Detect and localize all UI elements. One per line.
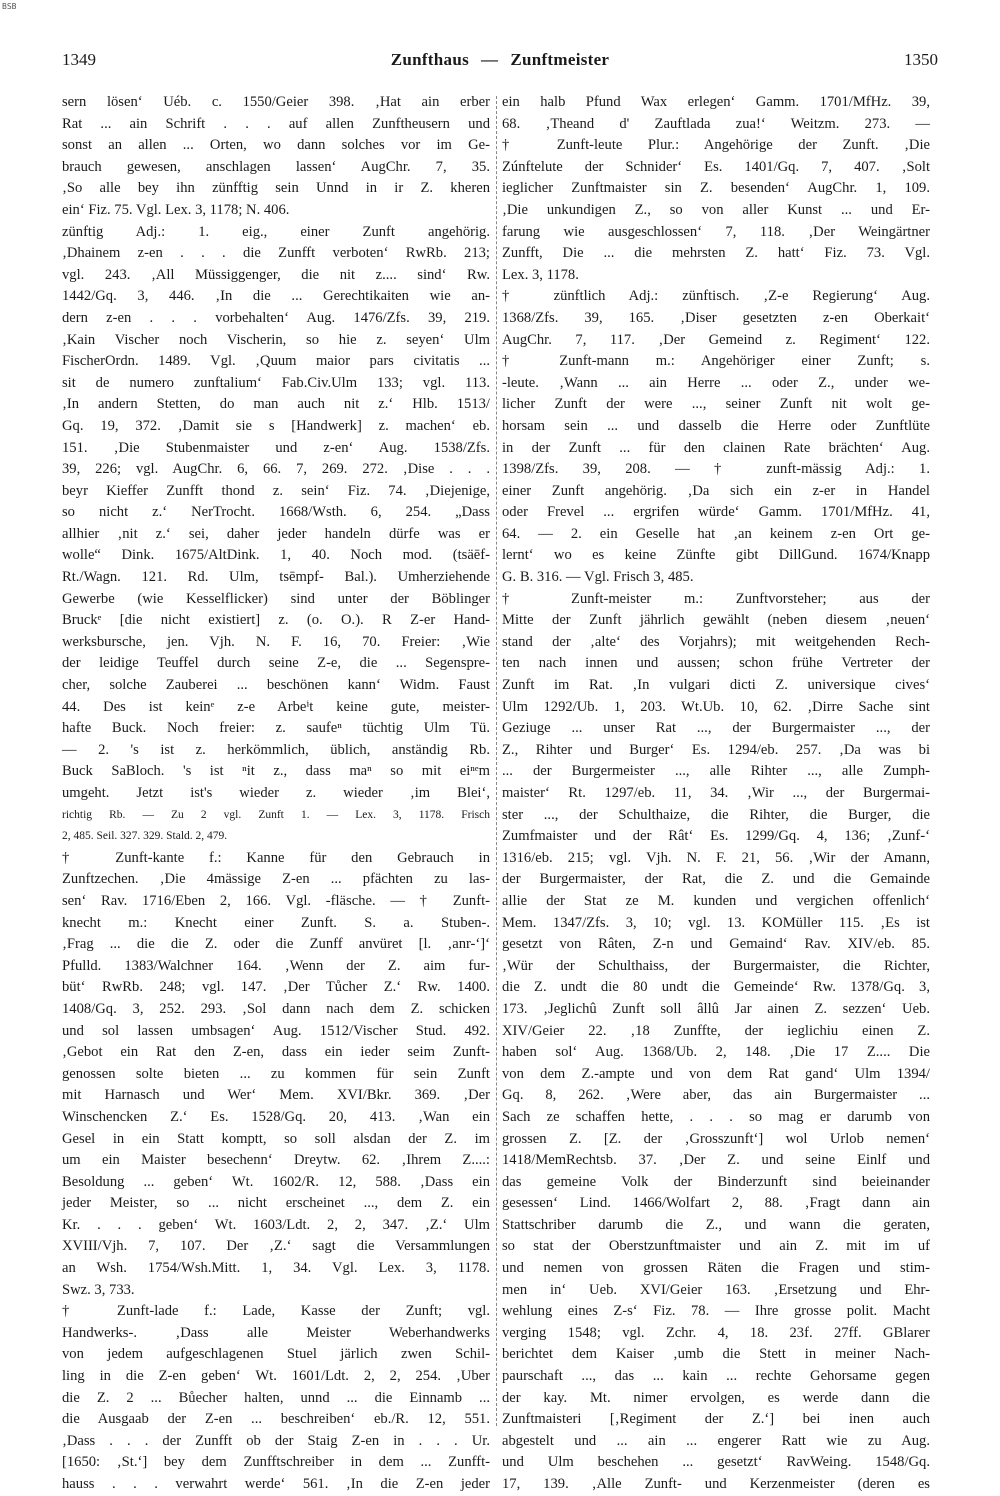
text-line: ein halb Pfund Wax erlegen‘ Gamm. 1701/MfHz. 39,: [502, 94, 930, 110]
text-line: Lex. 3, 1178.: [502, 266, 579, 283]
text-line: G. B. 316. — Vgl. Frisch 3, 485.: [502, 569, 694, 586]
page-number-left: 1349: [62, 50, 96, 69]
running-head-left: Zunfthaus: [390, 50, 469, 69]
text-line: ling in die Z-en geben‘ Wt. 1601/Ldt. 2, 2, 254. ‚Uber: [62, 1368, 490, 1385]
text-line: sonst an allen ... Orten, wo dann solches vor im Ge-: [62, 137, 490, 154]
text-line: men in‘ Ueb. XVI/Geier 163. ‚Ersetzung und Ehr-: [502, 1281, 930, 1298]
text-line: so stat der Oberstzunftmaister und ain Z. mit im uf: [502, 1238, 930, 1255]
text-line: brauch gewesen, anschlagen lassen‘ AugChr. 7, 35.: [62, 158, 490, 175]
text-line: 1316/eb. 215; vgl. Vjh. N. F. 21, 56. ‚Wir der Amann,: [502, 849, 930, 866]
text-line: 1442/Gq. 3, 446. ‚In die ... Gerechtikaiten wie an-: [62, 288, 490, 305]
text-line: Ulm 1292/Ub. 1, 203. Wt.Ub. 10, 62. ‚Dirre Sache sint: [502, 698, 930, 715]
text-line: werksbursche, jen. Vjh. N. F. 16, 70. Freier: ‚Wie: [62, 633, 490, 650]
text-line: † zünftlich Adj.: zünftisch. ‚Z-e Regierung‘ Aug.: [502, 288, 930, 305]
text-line: cher, solche Zauberei ... beschönen kann‘ Widm. Faust: [62, 677, 490, 694]
text-line: ‚Die unkundigen Z., so von aller Kunst ... und Er-: [502, 201, 930, 218]
text-line: das gemeine Volk der Binderzunft sind beieinander: [502, 1173, 930, 1190]
text-line: 1368/Zfs. 39, 165. ‚Diser gesetzten z-en Oberkait‘: [502, 309, 930, 326]
right-column: [502, 92, 930, 1492]
text-line: Mem. 1347/Zfs. 3, 10; vgl. 13. KOMüller 115. ‚Es ist: [502, 914, 930, 931]
text-line: Pfulld. 1383/Walchner 164. ‚Wenn der Z. aim fur-: [62, 957, 490, 974]
text-line: 2, 485. Seil. 327. 329. Stald. 2, 479.: [62, 830, 228, 843]
text-line: oder Frevel ... ergrifen würde‘ Gamm. 1701/MfHz. 41,: [502, 504, 930, 521]
text-line: einer Zunft angehörig. ‚Da sich ein z-er in Handel: [502, 482, 930, 499]
text-line: die Z. undt die 80 undt die Gemeinde‘ Rw. 1378/Gq. 3,: [502, 979, 930, 996]
text-line: ‚Wür der Schulthaiss, der Burgermaister, die Richter,: [502, 957, 930, 974]
text-line: lernt‘ wo es keine Zünfte gibt DillGund. 1674/Knapp: [502, 547, 930, 564]
text-line: von dem Z.-ampte und von dem Rat gand‘ Ulm 1394/: [502, 1065, 930, 1082]
text-line: berichtet dem Kaiser ‚umb die Stett in meiner Nach-: [502, 1346, 930, 1363]
text-line: ‚Dhainem z-en . . . die Zunfft verboten‘ RwRb. 213;: [62, 245, 490, 262]
text-line: 173. ‚Jeglichû Zunft soll âllû Jar ainen Z. sezzen‘ Ueb.: [502, 1000, 930, 1017]
text-line: 1398/Zfs. 39, 208. — † zunft-mässig Adj.: 1.: [502, 461, 930, 478]
text-line: ‚Kain Vischer noch Vischerin, so hie z. seyen‘ Ulm: [62, 331, 490, 348]
text-line: sern lösen‘ Uéb. c. 1550/Geier 398. ‚Hat ain erber: [62, 94, 490, 110]
text-line: die Z. 2 ... Bůecher halten, unnd ... die Einnamb ...: [62, 1389, 490, 1406]
column-divider: [496, 96, 497, 1426]
text-line: † Zunft-kante f.: Kanne für den Gebrauch in: [62, 849, 490, 866]
text-line: die Ausgaab der Z-en ... beschreiben‘ eb./R. 12, 551.: [62, 1411, 490, 1428]
text-line: Gewerbe (wie Kesselflicker) sind unter der Böblinger: [62, 590, 490, 607]
text-line: hafte Buck. Noch freier: z. saufeⁿ tüchtig Ulm Tü.: [62, 720, 490, 737]
text-line: Zumfmaister und der Rât‘ Es. 1299/Gq. 4, 136; ‚Zunf-‘: [502, 828, 930, 845]
text-line: ten nach innen und aussen; schon frühe Vertreter der: [502, 655, 930, 672]
text-line: Zunftmaisteri [‚Regiment der Z.‘] bei inen auch: [502, 1411, 930, 1428]
text-line: Gq. 8, 262. ‚Were aber, das ain Burgermaister ...: [502, 1087, 930, 1104]
text-line: Zunftzechen. ‚Die 4mässige Z-en ... pfächten zu las-: [62, 871, 490, 888]
text-line: † Zunft-meister m.: Zunftvorsteher; aus der: [502, 590, 930, 607]
text-line: ‚So alle bey ihn zünfftig sein Unnd in ir Z. kheren: [62, 180, 490, 197]
page-header: [62, 48, 938, 76]
text-line: Zunfft, Die ... die mehrsten Z. hatt‘ Fiz. 73. Vgl.: [502, 245, 930, 262]
text-line: Zúnftelute der Schnider‘ Es. 1401/Gq. 7, 407. ‚Solt: [502, 158, 930, 175]
text-line: Zunft im Rat. ‚In vulgari dicti Z. universique cives‘: [502, 677, 930, 694]
text-line: sit de numero zunftalium‘ Fab.Civ.Ulm 133; vgl. 113.: [62, 374, 490, 391]
text-line: gesetzt von Râten, Z-n und Gemaind‘ Rav. XIV/eb. 85.: [502, 936, 930, 953]
text-line: zünftig Adj.: 1. eig., einer Zunft angehörig.: [62, 223, 490, 240]
text-line: ... der Burgermeister ..., alle Rihter ..., alle Zumph-: [502, 763, 930, 780]
running-head-right: Zunftmeister: [510, 50, 610, 69]
text-line: in der Zunft ... für den clainen Rate brächten‘ Aug.: [502, 439, 930, 456]
text-line: der leidige Teuffel durch seine Z-e, die ... Segenspre-: [62, 655, 490, 672]
text-line: abgestelt und ... ain ... engerer Ratt wie zu Aug.: [502, 1432, 930, 1449]
text-line: gesessen‘ Lind. 1466/Wolfart 2, 88. ‚Fragt dann ain: [502, 1195, 930, 1212]
text-line: und sol lassen umbsagen‘ Aug. 1512/Vischer Stud. 492.: [62, 1022, 490, 1039]
text-line: ein‘ Fiz. 75. Vgl. Lex. 3, 1178; N. 406.: [62, 201, 290, 218]
text-line: 39, 226; vgl. AugChr. 6, 66. 7, 269. 272. ‚Dise . . .: [62, 461, 490, 478]
text-line: dern z-en . . . vorbehalten‘ Aug. 1476/Zfs. 39, 219.: [62, 309, 490, 326]
text-line: verging 1548; vgl. Zchr. 4, 18. 23f. 27ff. GBlarer: [502, 1324, 930, 1341]
text-line: Mitte der Zunft jährlich gewählt (neben diesem ‚neuen‘: [502, 612, 930, 629]
text-line: büt‘ RwRb. 248; vgl. 147. ‚Der Tůcher Z.‘ Rw. 1400.: [62, 979, 490, 996]
page-number-right: 1350: [904, 50, 938, 69]
text-line: Z., Rihter und Burger‘ Es. 1294/eb. 257. ‚Da was bi: [502, 741, 930, 758]
text-line: Winschencken Z.‘ Es. 1528/Gq. 20, 413. ‚Wan ein: [62, 1108, 490, 1125]
text-line: beyr Kieffer Zunfft thond z. sein‘ Fiz. 74. ‚Diejenige,: [62, 482, 490, 499]
text-line: Bruckᵉ [die nicht existiert] z. (o. O.). R Z-er Hand-: [62, 612, 490, 629]
text-line: 44. Des ist keinᵉ z-e Arbeⁱt keine gute, meister-: [62, 698, 490, 715]
text-line: FischerOrdn. 1489. Vgl. ‚Quum maior pars civitatis ...: [62, 353, 490, 370]
text-line: allie der Stat ze M. kunden und vergichen offenlich‘: [502, 892, 930, 909]
text-line: ‚Frag ... die die Z. oder die Zunff anvüret [l. ‚anr-‘]‘: [62, 936, 490, 953]
text-line: stand der ‚alte‘ des Vorjahrs); mit weitgehenden Rech-: [502, 633, 930, 650]
text-line: -leute. ‚Wann ... ain Herre ... oder Z., under we-: [502, 374, 930, 391]
text-line: von jedem aufgeschlagenen Stuel järlich zwen Schil-: [62, 1346, 490, 1363]
left-column: [62, 92, 490, 1492]
text-line: Geziuge ... unser Rat ..., der Burgermaister ..., der: [502, 720, 930, 737]
text-line: Rt./Wagn. 121. Rd. Ulm, tsēmpf- Bal.). Umherziehende: [62, 569, 490, 586]
text-line: † Zunft-mann m.: Angehöriger einer Zunft; s.: [502, 353, 930, 370]
text-line: Rat ... ain Schrift . . . auf allen Zunftheusern und: [62, 115, 490, 132]
text-line: Sach ze schaffen hette, . . . so mag er darumb von: [502, 1108, 930, 1125]
text-line: Gq. 19, 372. ‚Damit sie s [Handwerk] z. machen‘ eb.: [62, 417, 490, 434]
text-line: Handwerks-. ‚Dass alle Meister Weberhandwerks: [62, 1324, 490, 1341]
text-line: der Burgermaister, der Rat, die Z. und die Gemainde: [502, 871, 930, 888]
running-head: [62, 48, 938, 72]
text-line: ‚Gebot ein Rat den Z-en, dass ein ieder seim Zunft-: [62, 1044, 490, 1061]
text-line: wehlung eines Z-s‘ Fiz. 78. — Ihre grosse polit. Macht: [502, 1303, 930, 1320]
text-line: AugChr. 7, 117. ‚Der Gemeind z. Regiment‘ 122.: [502, 331, 930, 348]
text-line: † Zunft-lade f.: Lade, Kasse der Zunft; vgl.: [62, 1303, 490, 1320]
text-line: grossen Z. [Z. der ‚Grosszunft‘] wol Urlob nemen‘: [502, 1130, 930, 1147]
text-line: der kay. Mt. nimer ervolgen, es werde dann die: [502, 1389, 930, 1406]
text-line: so nicht z.‘ NerTrocht. 1668/Wsth. 6, 254. „Dass: [62, 504, 490, 521]
text-line: und nemen von grossen Räten die Fragen und stim-: [502, 1260, 930, 1277]
text-line: genossen solte bieten ... zu kommen für sein Zunft: [62, 1065, 490, 1082]
text-line: richtig Rb. — Zu 2 vgl. Zunft 1. — Lex. 3, 1178. Frisch: [62, 808, 490, 821]
text-line: jeder Meister, so ... nicht erscheinet ..., dem Z. ein: [62, 1195, 490, 1212]
text-line: knecht m.: Knecht einer Zunft. S. a. Stuben-.: [62, 914, 490, 931]
text-line: maister‘ Rt. 1297/eb. 11, 34. ‚Wir ..., der Burgermai-: [502, 785, 930, 801]
text-line: † Zunft-leute Plur.: Angehörige der Zunft. ‚Die: [502, 137, 930, 154]
library-stamp: BSB: [2, 2, 17, 11]
text-line: 1418/MemRechtsb. 37. ‚Der Z. und seine Einlf und: [502, 1152, 930, 1169]
text-line: farung wie ausgeschlossen‘ 7, 118. ‚Der Weingärtner: [502, 223, 930, 240]
text-line: 68. ‚Theand d' Zauftlada zua!‘ Weitzm. 273. —: [502, 115, 930, 132]
text-line: allhier ‚nit z.‘ sei, daher jeder handeln dürfe was er: [62, 525, 490, 542]
text-line: ster ..., der Schulthaize, die Rihter, die Burger, die: [502, 806, 930, 823]
text-line: Stattschriber darumb die Z., und wann die geraten,: [502, 1216, 930, 1233]
text-line: XVIII/Vjh. 7, 107. Der ‚Z.‘ sagt die Versammlungen: [62, 1238, 490, 1255]
text-line: Buck SaBloch. 's ist ⁿit z., dass maⁿ so mit eiⁿᵉm: [62, 763, 490, 780]
text-line: vgl. 243. ‚All Müssiggenger, die nit z.... sind‘ Rw.: [62, 266, 490, 283]
text-line: licher Zunft der were ..., seiner Zunft nit wolt ge-: [502, 396, 930, 413]
text-line: und Ulm beschehen ... gesetzt‘ RavWeing. 1548/Gq.: [502, 1454, 930, 1471]
text-line: haben sol‘ Aug. 1368/Ub. 2, 148. ‚Die 17 Z.... Die: [502, 1044, 930, 1061]
text-line: XIV/Geier 22. ‚18 Zunffte, der ieglichiu einen Z.: [502, 1022, 930, 1039]
text-line: hauss . . . verwahrt werde‘ 561. ‚In die Z-en jeder: [62, 1476, 490, 1492]
text-line: 64. — 2. ein Geselle hat ‚an keinem z-en Ort ge-: [502, 525, 930, 542]
text-line: umgeht. Jetzt ist's wieder z. wieder ‚im Blei‘,: [62, 785, 490, 801]
text-line: 1408/Gq. 3, 252. 293. ‚Sol dann nach dem Z. schicken: [62, 1000, 490, 1017]
text-line: Besoldung ... geben‘ Wt. 1602/R. 12, 588. ‚Dass ein: [62, 1173, 490, 1190]
text-line: Gesel in ein Statt komptt, so soll alsdan der Z. im: [62, 1130, 490, 1147]
text-line: [1650: ‚St.‘] bey dem Zunfftschreiber in dem ... Zunfft-: [62, 1454, 490, 1471]
text-line: 17, 139. ‚Alle Zunft- und Kerzenmeister (deren es: [502, 1476, 930, 1492]
running-head-separator: —: [481, 50, 499, 69]
text-line: ieglicher Zunftmaister sin Z. besenden‘ AugChr. 1, 109.: [502, 180, 930, 197]
text-line: Kr. . . . geben‘ Wt. 1603/Ldt. 2, 2, 347. ‚Z.‘ Ulm: [62, 1216, 490, 1233]
text-line: paurschaft ..., das ... kain ... rechte Gehorsame gegen: [502, 1368, 930, 1385]
text-line: wolle“ Dink. 1675/AltDink. 1, 40. Noch mod. (tsäēf-: [62, 547, 490, 564]
text-line: sen‘ Rav. 1716/Eben 2, 166. Vgl. -fläsche. — † Zunft-: [62, 892, 490, 909]
text-line: um ein Maister besechenn‘ Dreytw. 62. ‚Ihrem Z....:: [62, 1152, 490, 1169]
text-line: an Wsh. 1754/Wsh.Mitt. 1, 34. Vgl. Lex. 3, 1178.: [62, 1260, 490, 1277]
text-line: horsam sein ... und dasselb die Herre oder Zunftlüte: [502, 417, 930, 434]
text-line: — 2. 's ist z. herkömmlich, üblich, anständig Rb.: [62, 741, 490, 758]
text-line: Swz. 3, 733.: [62, 1281, 135, 1298]
text-line: ‚In andern Stetten, do man auch nit z.‘ Hlb. 1513/: [62, 396, 490, 413]
text-line: mit Harnasch und Wer‘ Mem. XVI/Bkr. 369. ‚Der: [62, 1087, 490, 1104]
text-line: 151. ‚Die Stubenmaister und z-en‘ Aug. 1538/Zfs.: [62, 439, 490, 456]
text-line: ‚Dass . . . der Zunfft ob der Staig Z-en in . . . Ur.: [62, 1432, 490, 1449]
